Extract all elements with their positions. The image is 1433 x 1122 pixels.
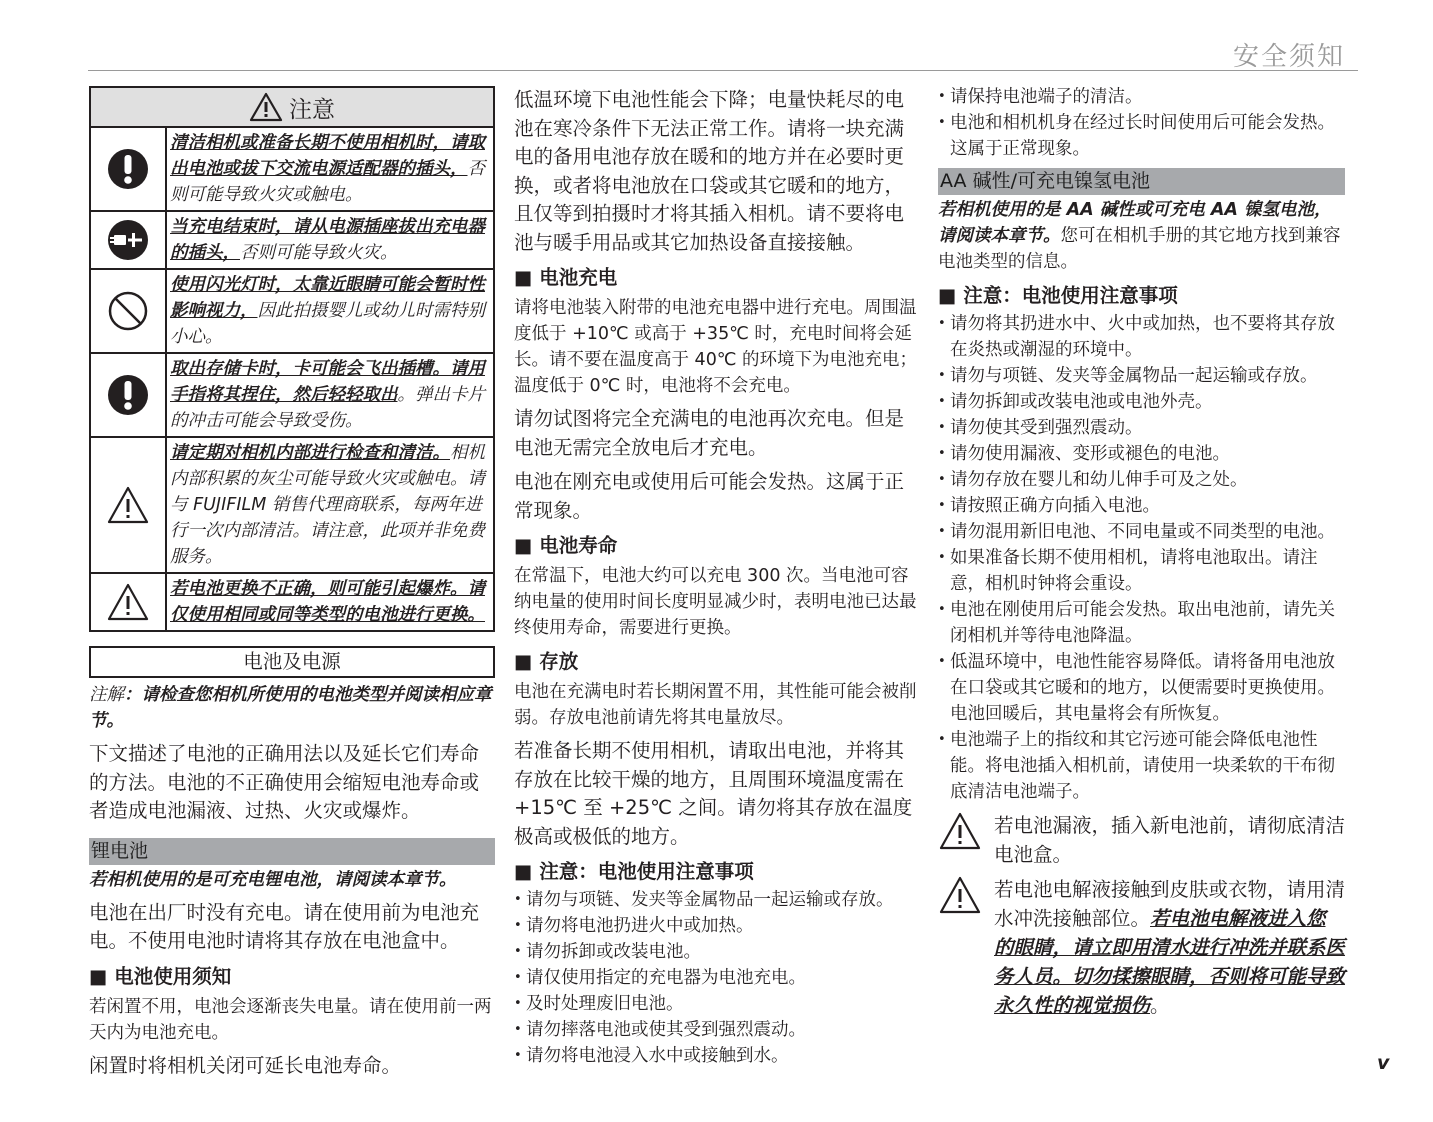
section-title-battery: 电池及电源 — [89, 646, 495, 678]
list-item: • 电池在刚使用后可能会发热。取出电池前，请先关闭相机并等待电池降温。 — [938, 597, 1345, 649]
leak-caution-text: 若电池漏液，插入新电池前，请彻底清洁电池盒。 — [994, 814, 1346, 866]
usage-paragraph-2: 闲置时将相机关闭可延长电池寿命。 — [89, 1053, 402, 1077]
electrolyte-normal: 若电池电解液接触到皮肤或衣物，请用清水冲洗接触部位。 — [994, 878, 1346, 930]
cold-paragraph: 低温环境下电池性能会下降；电量快耗尽的电池在寒冷条件下无法正常工作。请将一块充满电的备用电池存放在暖和的地方并在必要时更换，或者将电池放在口袋或其它暖和的地方，且仅等到拍摄时才将其插入相机。请不要将电池与暖手用品或其它加热设备直接接触。 — [514, 88, 905, 254]
warning-row — [91, 128, 493, 212]
li-caution-list — [514, 887, 920, 1069]
warning-bold: 请定期对相机内部进行检查和清洁。 — [170, 443, 450, 463]
battery-intro: 下文描述了电池的正确用法以及延长它们寿命的方法。电池的不正确使用会缩短电池寿命或者造成电池漏液、过热、火灾或爆炸。 — [89, 742, 480, 822]
list-item: • 电池端子上的指纹和其它污迹可能会降低电池性能。将电池插入相机前，请使用一块柔软的干布彻底清洁电池端子。 — [938, 727, 1345, 805]
aa-intro — [938, 197, 1345, 275]
storage-paragraph-1: 电池在充满电时若长期闲置不用，其性能可能会被削弱。存放电池前请先将其电量放尽。 — [514, 682, 917, 728]
warning-normal: 因此拍摄婴儿或幼儿时需特别小心。 — [170, 301, 485, 347]
list-item: • 请勿将电池浸入水中或接触到水。 — [514, 1043, 920, 1069]
caution-triangle-icon — [938, 875, 982, 915]
list-item: • 请勿与项链、发夹等金属物品一起运输或存放。 — [938, 363, 1345, 389]
warning-bold: 若电池更换不正确，则可能引起爆炸。请仅使用相同或同等类型的电池进行更换。 — [170, 579, 485, 625]
list-item: • 如果准备长期不使用相机，请将电池取出。请注意，相机时钟将会重设。 — [938, 545, 1345, 597]
electrolyte-caution — [938, 875, 1345, 1020]
charge-paragraph-2: 请勿试图将完全充满电的电池再次充电。但是电池无需完全放电后才充电。 — [514, 407, 905, 459]
list-item: • 请勿将其扔进水中、火中或加热，也不要将其存放在炎热或潮湿的环境中。 — [938, 311, 1345, 363]
caution-triangle-icon — [938, 811, 982, 851]
usage-paragraph-1: 若闲置不用，电池会逐渐丧失电量。请在使用前一两天内为电池充电。 — [89, 996, 492, 1043]
aa-intro-normal: 您可在相机手册的其它地方找到兼容电池类型的信息。 — [938, 226, 1341, 272]
warning-bold: 取出存储卡时，卡可能会飞出插槽。请用手指将其捏住，然后轻轻取出 — [170, 359, 485, 405]
list-item: • 请仅使用指定的充电器为电池充电。 — [514, 965, 920, 991]
list-item: • 请勿使其受到强烈震动。 — [938, 415, 1345, 441]
lithium-section-bar: 锂电池 — [89, 838, 495, 865]
storage-paragraph-2: 若准备长期不使用相机，请取出电池，并将其存放在比较干燥的地方，且周围环境温度需在 +15℃ 至 +25℃ 之间。请勿将其存放在温度极高或极低的地方。 — [514, 739, 913, 848]
warning-row — [91, 354, 493, 438]
battery-note — [89, 682, 495, 734]
lithium-paragraph: 电池在出厂时没有充电。请在使用前为电池充电。不使用电池时请将其存放在电池盒中。 — [89, 900, 480, 952]
warning-bold: 清洁相机或准备长期不使用相机时，请取出电池或拔下交流电源适配器的插头， — [170, 133, 485, 179]
charge-paragraph-3: 电池在刚充电或使用后可能会发热。这属于正常现象。 — [514, 470, 905, 522]
warning-row — [91, 574, 493, 630]
list-item: • 低温环境中，电池性能容易降低。请将备用电池放在口袋或其它暖和的地方，以便需要时更换使用。电池回暖后，其电量将会有所恢复。 — [938, 649, 1345, 727]
header-rule — [88, 70, 1358, 71]
warning-table — [89, 86, 495, 632]
aa-caution-heading: ■ 注意：电池使用注意事项 — [938, 284, 1178, 307]
li-caution-heading: ■ 注意：电池使用注意事项 — [514, 860, 754, 883]
note-label: 注解 — [89, 685, 124, 705]
li-caution-list-continued — [938, 84, 1345, 162]
warning-normal: 否则可能导致火灾。 — [240, 243, 398, 263]
column-2 — [514, 86, 920, 1069]
page-number: v — [1377, 1052, 1390, 1074]
lithium-intro: 若相机使用的是可充电锂电池，请阅读本章节。 — [89, 869, 457, 890]
charge-heading: ■ 电池充电 — [514, 266, 618, 289]
caution-triangle-icon — [249, 92, 283, 122]
electrolyte-end: 。 — [1150, 994, 1170, 1017]
exclamation-icon — [106, 147, 150, 191]
warning-bold: 当充电结束时，请从电源插座拔出充电器的插头， — [170, 217, 485, 263]
list-item: • 及时处理废旧电池。 — [514, 991, 920, 1017]
leak-caution — [938, 811, 1345, 869]
warning-table-heading — [91, 88, 493, 128]
usage-heading: ■ 电池使用须知 — [89, 964, 232, 988]
list-item: • 请勿将电池扔进火中或加热。 — [514, 913, 920, 939]
list-item: • 请勿使用漏液、变形或褪色的电池。 — [938, 441, 1345, 467]
electrolyte-bold: 若电池电解液进入您的眼睛，请立即用清水进行冲洗并联系医务人员。切勿揉擦眼睛，否则将可能导致永久性的视觉损伤 — [994, 907, 1346, 1017]
life-heading: ■ 电池寿命 — [514, 534, 618, 557]
note-text: ：请检查您相机所使用的电池类型并阅读相应章节。 — [89, 685, 492, 731]
column-3 — [938, 86, 1345, 1020]
exclamation-icon — [106, 373, 150, 417]
life-paragraph: 在常温下，电池大约可以充电 300 次。当电池可容纳电量的使用时间长度明显减少时，表明电池已达最终使用寿命，需要进行更换。 — [514, 566, 917, 638]
list-item: • 电池和相机机身在经过长时间使用后可能会发热。这属于正常现象。 — [938, 110, 1345, 162]
list-item: • 请勿拆卸或改装电池。 — [514, 939, 920, 965]
list-item: • 请按照正确方向插入电池。 — [938, 493, 1345, 519]
column-1 — [89, 86, 495, 1080]
charge-paragraph-1: 请将电池装入附带的电池充电器中进行充电。周围温度低于 +10℃ 或高于 +35℃ 时，充电时间将会延长。请不要在温度高于 40℃ 的环境下为电池充电；温度低于 0℃ 时，电池将不会充电。 — [514, 298, 918, 396]
warning-bold: 使用闪光灯时，太靠近眼睛可能会暂时性影响视力， — [170, 275, 485, 321]
warning-heading-text: 注意 — [289, 96, 335, 123]
list-item: • 请勿混用新旧电池、不同电量或不同类型的电池。 — [938, 519, 1345, 545]
warning-row — [91, 270, 493, 354]
caution-triangle-icon — [106, 582, 150, 622]
list-item: • 请勿摔落电池或使其受到强烈震动。 — [514, 1017, 920, 1043]
list-item: • 请保持电池端子的清洁。 — [938, 84, 1345, 110]
caution-triangle-icon — [106, 485, 150, 525]
unplug-icon — [106, 218, 150, 262]
page-header-title: 安全须知 — [1232, 42, 1345, 72]
storage-heading: ■ 存放 — [514, 650, 579, 673]
list-item: • 请勿与项链、发夹等金属物品一起运输或存放。 — [514, 887, 920, 913]
warning-row — [91, 438, 493, 574]
aa-caution-list — [938, 311, 1345, 805]
warning-normal: 否则可能导致火灾或触电。 — [170, 159, 485, 205]
warning-normal: 相机内部积累的灰尘可能导致火灾或触电。请与 FUJIFILM 销售代理商联系，每两年进行一次内部清洁。请注意，此项并非免费服务。 — [170, 443, 485, 567]
warning-normal: 。弹出卡片的冲击可能会导致受伤。 — [170, 385, 485, 431]
aa-section-bar: AA 碱性/可充电镍氢电池 — [938, 168, 1345, 195]
aa-intro-bold: 若相机使用的是 AA 碱性或可充电 AA 镍氢电池，请阅读本章节。 — [938, 200, 1332, 246]
list-item: • 请勿存放在婴儿和幼儿伸手可及之处。 — [938, 467, 1345, 493]
warning-row — [91, 212, 493, 270]
prohibited-icon — [106, 289, 150, 333]
list-item: • 请勿拆卸或改装电池或电池外壳。 — [938, 389, 1345, 415]
